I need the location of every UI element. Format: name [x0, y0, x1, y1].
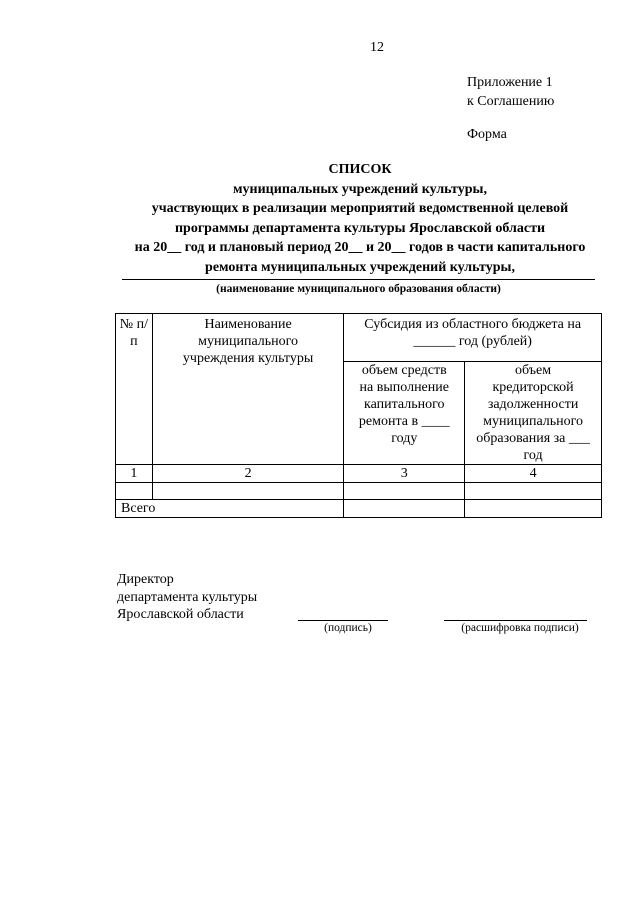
header-subsidy: Субсидия из областного бюджета на ______ год (рублей)	[344, 314, 602, 362]
signature-line	[298, 620, 388, 621]
empty-cell	[152, 483, 344, 500]
total-row	[116, 500, 602, 518]
page-number: 12	[370, 40, 384, 55]
title-line: программы департамента культуры Ярославской области	[174, 220, 546, 236]
signer-title-line: Директор	[117, 572, 174, 587]
decode-line	[444, 620, 587, 621]
header-num: № п/п	[116, 314, 153, 465]
document-title	[100, 160, 620, 277]
signer-title-line: Ярославской области	[117, 607, 244, 622]
signature-block	[117, 571, 257, 624]
empty-cell	[344, 483, 465, 500]
index-cell: 4	[465, 465, 602, 483]
index-cell: 1	[116, 465, 153, 483]
total-label: Всего	[116, 500, 344, 518]
form-label: Форма	[467, 127, 507, 142]
title-heading: СПИСОК	[328, 162, 392, 177]
index-row	[116, 465, 602, 483]
title-line: ремонта муниципальных учреждений культуры,	[205, 259, 515, 275]
appendix-line-1: Приложение 1	[467, 75, 553, 90]
table-row	[116, 483, 602, 500]
title-line: на 20__ год и плановый период 20__ и 20__ годов в части капитального	[134, 240, 586, 255]
title-line: участвующих в реализации мероприятий ведомственной целевой	[151, 201, 569, 216]
empty-cell	[344, 500, 465, 518]
empty-cell	[116, 483, 153, 500]
header-repair-volume: объем средств на выполнение капитального ремонта в ____ году	[344, 362, 465, 465]
empty-cell	[465, 500, 602, 518]
signer-title-line: департамента культуры	[117, 589, 258, 605]
empty-cell	[465, 483, 602, 500]
header-debt-volume: объем кредиторской задолженности муниципального образования за ___ год	[465, 362, 602, 465]
appendix-line-2: к Соглашению	[467, 94, 555, 109]
signature-caption: (подпись)	[324, 622, 372, 634]
title-line: муниципальных учреждений культуры,	[233, 181, 487, 197]
institutions-table	[115, 313, 602, 518]
municipality-caption: (наименование муниципального образования области)	[216, 283, 501, 295]
appendix-label	[467, 73, 554, 111]
municipality-blank-line	[122, 279, 595, 280]
header-name: Наименование муниципального учреждения культуры	[152, 314, 344, 465]
decode-caption: (расшифровка подписи)	[461, 622, 579, 634]
index-cell: 2	[152, 465, 344, 483]
index-cell: 3	[344, 465, 465, 483]
